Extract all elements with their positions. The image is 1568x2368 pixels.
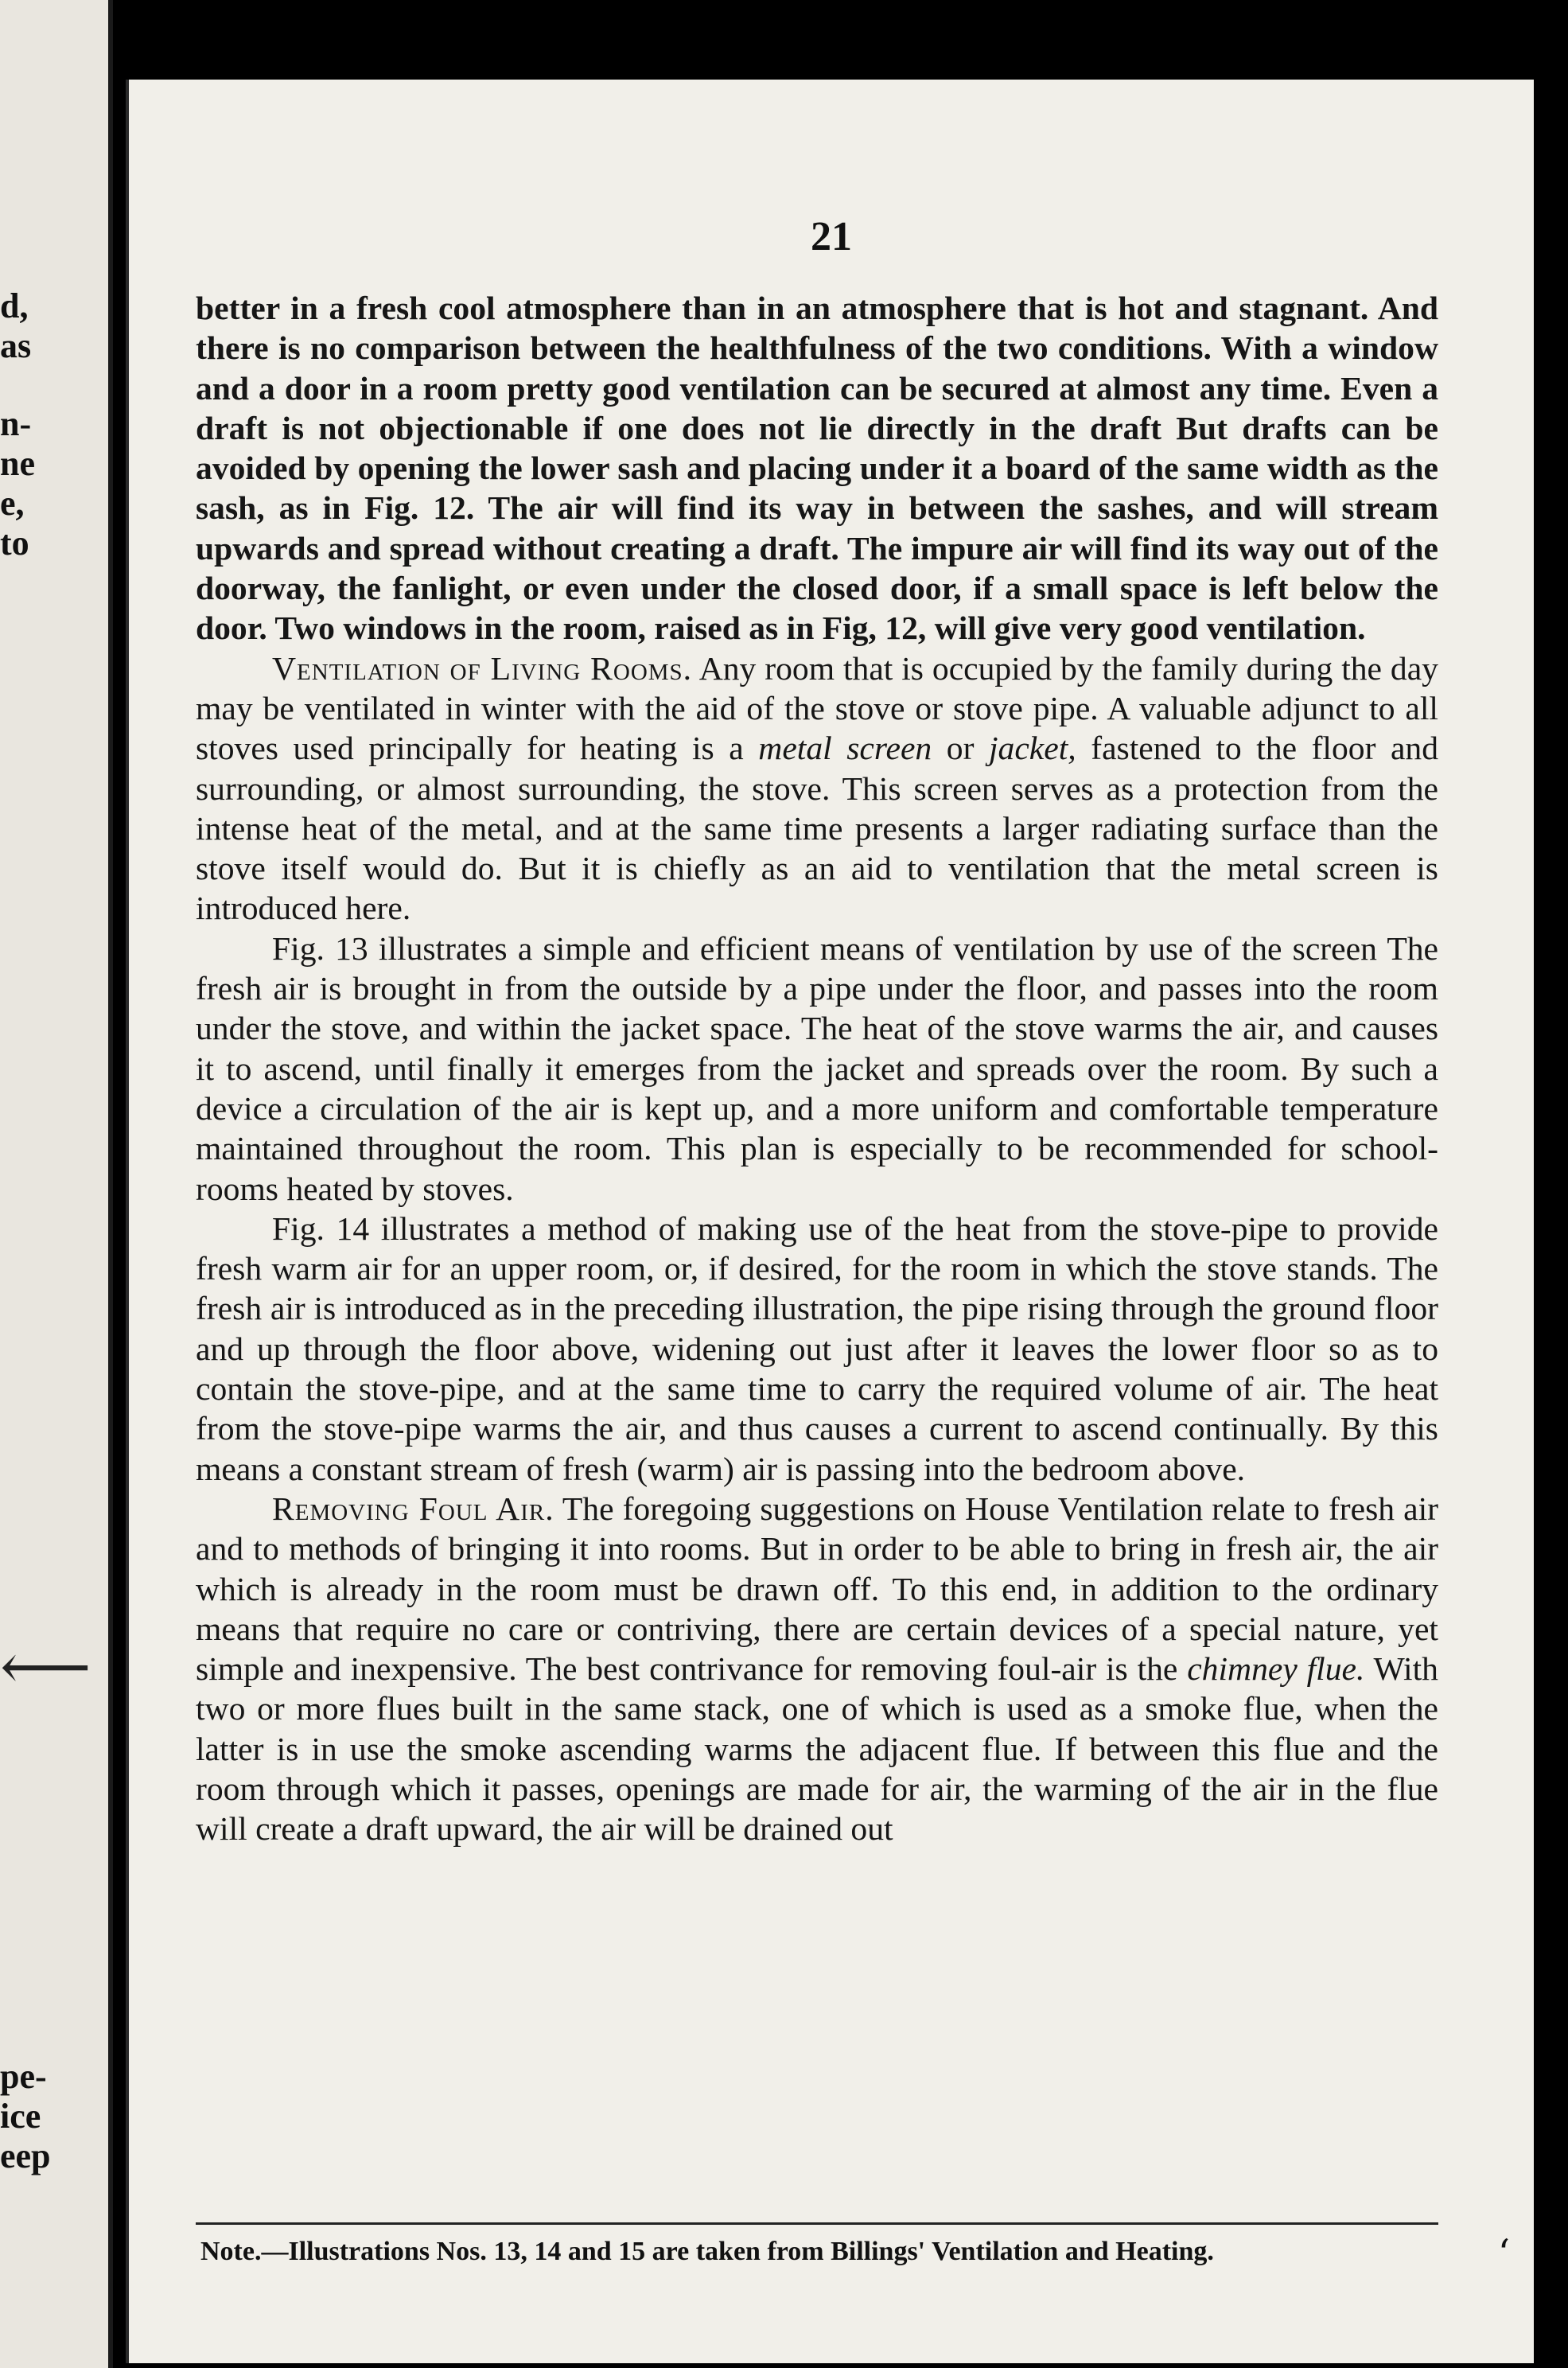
facing-page-fragment: d,	[0, 286, 29, 325]
paragraph-text: Fig. 14 illustrates a method of making use of the heat from the stove-pipe to provide fresh warm air for an upper room, or, if desired, for the room in which the stove stands. The fresh air is introduced as in the preceding illustration, the pipe rising through the ground floor and up through the floor above, widening out just after it leaves the lower floor so as to contain the stove-pipe, and at the same time to carry the required volume of air. The heat from the stove-pipe warms the air, and thus causes a current to ascend continually. By this means a constant stream of fresh (warm) air is passing into the bedroom above.	[196, 1209, 1438, 1487]
facing-page-fragment: n-	[0, 404, 32, 443]
page-body	[196, 288, 1438, 1849]
paragraph-text: fastened to the floor and surrounding, or almost surrounding, the stove. This screen serves as a protection from the intense heat of the metal, and at the same time presents a larger radiating surface than the stove itself would do. But it is chiefly as an aid to ventilation that the metal screen is introduced here.	[196, 730, 1439, 927]
paragraph-text: Any room that is occupied by the family during the day may be ventilated in winter with the aid of the stove or stove pipe. A valuable adjunct to all stoves used principally for heating is a	[196, 649, 1438, 767]
paragraph-text: Fig. 13 illustrates a simple and efficient means of ventilation by use of the screen The fresh air is brought in from the outside by a pipe under the floor, and passes into the room under the stove, and within the jacket space. The heat of the stove warms the air, and causes it to ascend, until finally it emerges from the jacket and spreads over the room. By such a device a circulation of the air is kept up, and a more uniform and comfortable temperature maintained throughout the room. This plan is especially to be recommended for school-rooms heated by stoves.	[196, 929, 1438, 1207]
section-heading: Removing Foul Air.	[272, 1490, 554, 1527]
facing-page-fragment: pe-	[0, 2057, 47, 2096]
page-edge-mark: ‘	[1497, 2231, 1510, 2276]
facing-page-fragment: ice	[0, 2097, 41, 2136]
paragraph-text: With two or more flues built in the same stack, one of which is used as a smoke flue, when the latter is in use the smoke ascending warms the adjacent flue. If between this flue and the room through which it passes, openings are made for air, the warming of the air in the flue will create a draft upward, the air will be drained out	[196, 1650, 1438, 1848]
footnote-divider	[196, 2222, 1438, 2225]
paragraph	[196, 929, 1438, 1209]
page-number: 21	[811, 214, 852, 259]
paragraph	[196, 1489, 1438, 1849]
paragraph	[196, 288, 1438, 648]
paragraph	[196, 648, 1438, 929]
emphasis-text: jacket,	[988, 730, 1076, 767]
paragraph-text: or	[946, 730, 975, 767]
facing-page-fragment: to	[0, 524, 29, 563]
paragraph	[196, 1209, 1438, 1489]
facing-page-fragment: as	[0, 326, 32, 365]
facing-page-sliver	[0, 0, 113, 2368]
emphasis-text: chimney flue.	[1187, 1650, 1365, 1688]
facing-page-fragment: e,	[0, 484, 25, 523]
paragraph-text: The foregoing suggestions on House Ventilation relate to fresh air and to methods of bringing it into rooms. But in order to be able to bring in fresh air, the air which is already in the room must be drawn off. To this end, in addition to the ordinary means that require no care or contriving, there are certain devices of a special nature, yet simple and inexpensive. The best contrivance for removing foul-air is the	[196, 1490, 1438, 1688]
facing-page-fragment: ne	[0, 444, 35, 483]
paragraph-text: better in a fresh cool atmosphere than in an atmosphere that is hot and stagnant. And there is no comparison between the healthfulness of the two conditions. With a window and a door in a room pretty good ventilation can be secured at almost any time. Even a draft is not objectionable if one does not lie directly in the draft But drafts can be avoided by opening the lower sash and placing under it a board of the same width as the sash, as in Fig. 12. The air will find its way in between the sashes, and will stream upwards and spread without creating a draft. The impure air will find its way out of the doorway, the fanlight, or even under the closed door, if a small space is left below the door. Two windows in the room, raised as in Fig, 12, will give very good ventilation.	[196, 290, 1438, 647]
arrow-icon: ⟵	[0, 1630, 91, 1704]
facing-page-fragment: eep	[0, 2136, 51, 2175]
emphasis-text: metal screen	[758, 730, 932, 767]
book-page	[126, 80, 1534, 2363]
footnote: Note.—Illustrations Nos. 13, 14 and 15 are taken from Billings' Ventilation and Heating.	[200, 2237, 1214, 2266]
section-heading: Ventilation of Living Rooms.	[272, 649, 693, 687]
